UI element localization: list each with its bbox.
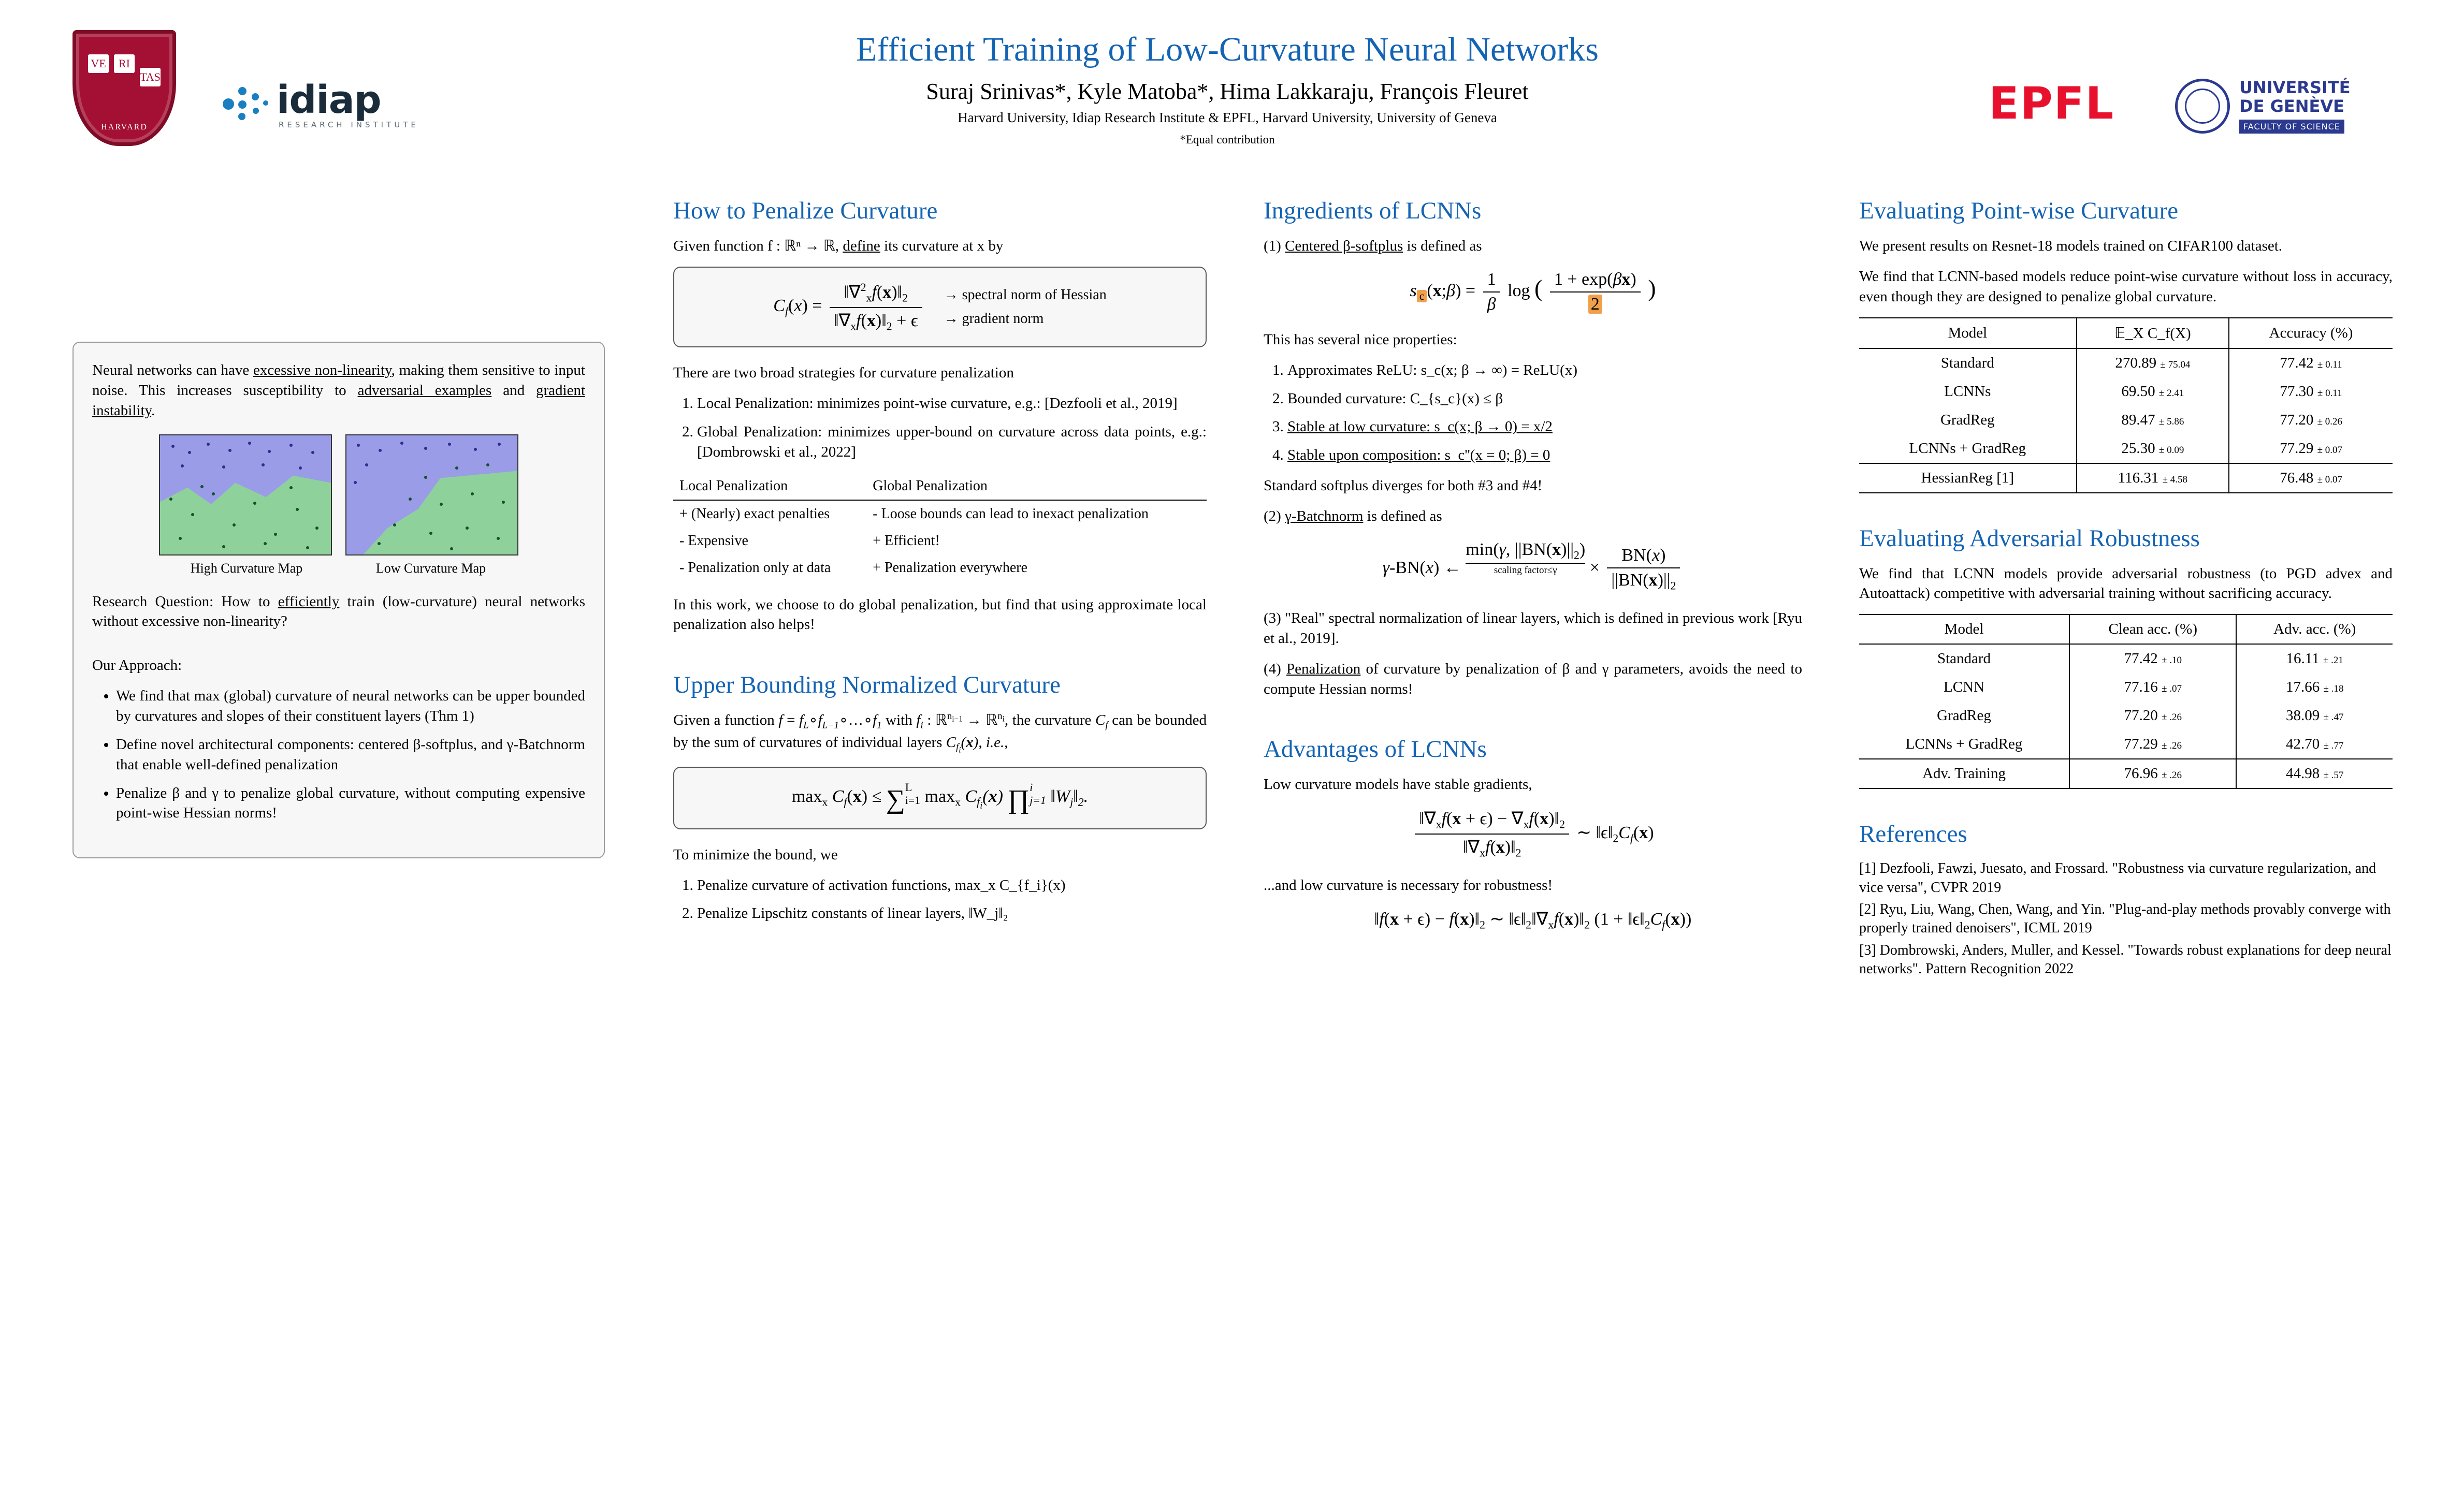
minimize-item: 1. Penalize curvature of activation functions, max_x C_{f_i}(x) bbox=[697, 875, 1207, 896]
scaling-factor-underbrace: min(γ, $||BN(x)||_2$) scaling factor≤γ bbox=[1466, 539, 1586, 576]
cell-model: Adv. Training bbox=[1859, 759, 2069, 788]
upper-bound-formula bbox=[673, 767, 1207, 829]
cell-model: Standard bbox=[1940, 354, 1994, 371]
centered-softplus-formula: s $_c$ (x;β) = $\frac{1}{\beta}$ log ( $\frac{1 + \exp(\beta x)}{2}$ ) bbox=[1410, 269, 1656, 314]
minimize-bound-list bbox=[673, 875, 1207, 924]
cell-model: LCNNs + GradReg bbox=[1905, 736, 2023, 753]
epfl-logo: EPFL bbox=[1989, 78, 2115, 129]
cell-clean-acc: 77.16 ± .07 bbox=[2069, 673, 2236, 701]
section-title-advantages: Advantages of LCNNs bbox=[1264, 736, 1487, 763]
references-list bbox=[1859, 859, 2393, 978]
ingredient-1-underline: Centered β-softplus bbox=[1285, 238, 1403, 254]
robustness-formula: ‖f(x + $\epsilon) - f(x)‖_2$ ∼ $‖\epsilon‖_2‖\nabla_xf(x)‖_2$ $(1 + ‖\epsilon‖_2C_f(x))$ bbox=[1374, 910, 1692, 931]
unige-logo bbox=[2175, 67, 2393, 145]
col-header-model: Model bbox=[1859, 318, 2077, 348]
unige-faculty-badge: FACULTY OF SCIENCE bbox=[2239, 120, 2344, 134]
intro-underline-3: gradient instability bbox=[92, 382, 586, 419]
section-title-pointwise-curvature: Evaluating Point-wise Curvature bbox=[1859, 197, 2179, 224]
cell-curvature: 25.30 ± 0.09 bbox=[2077, 434, 2229, 463]
reference-item: [2] Ryu, Liu, Wang, Chen, Wang, and Yin. "Plug-and-play methods provably converge with properly trained denoisers", ICML 2019 bbox=[1859, 901, 2391, 937]
strategy-item: 1. Local Penalization: minimizes point-wise curvature, e.g.: [Dezfooli et al., 2019] bbox=[697, 393, 1207, 414]
unige-line-2: DE GENÈVE bbox=[2239, 96, 2344, 116]
cell-clean-acc: 77.42 ± .10 bbox=[2069, 644, 2236, 673]
note-gradient-norm: → gradient norm bbox=[944, 310, 1044, 327]
cell-accuracy: 76.48 ± 0.07 bbox=[2229, 463, 2393, 493]
ingredient-4-underline: Penalization bbox=[1286, 660, 1361, 677]
property-item-underlined: Stable at low curvature: s_c(x; β → 0) = x/2 bbox=[1287, 418, 1553, 435]
ingredient-4-index: (4) bbox=[1264, 660, 1286, 677]
title-block bbox=[663, 31, 1792, 147]
table-row bbox=[1859, 759, 2393, 788]
cell-model: GradReg bbox=[1940, 411, 1995, 428]
ingredient-3: (3) "Real" spectral normalization of linear layers, which is defined in previous work [Ryu et al., 2019]. bbox=[1264, 609, 1802, 647]
cell-model: LCNNs bbox=[1944, 383, 1991, 400]
low-curvature-scatter bbox=[346, 435, 517, 554]
advantages-lead: Low curvature models have stable gradients, bbox=[1264, 776, 1532, 793]
caption-high-curvature: High Curvature Map bbox=[190, 560, 303, 576]
reference-item: [3] Dombrowski, Anders, Muller, and Kessel. "Towards robust explanations for deep neural networks". Pattern Recognition 2022 bbox=[1859, 942, 2391, 977]
table-row bbox=[673, 554, 1207, 581]
col-header-model: Model bbox=[1859, 615, 2069, 644]
global-penalization-closing: In this work, we choose to do global penalization, but find that using approximate local penalization also helps! bbox=[673, 596, 1207, 633]
section-title-references: References bbox=[1859, 821, 1967, 848]
local-vs-global-table bbox=[673, 473, 1207, 581]
cell-clean-acc: 76.96 ± .26 bbox=[2069, 759, 2236, 788]
approach-item: • Penalize β and γ to penalize global curvature, without computing expensive point-wise Hessian norms! bbox=[116, 783, 585, 824]
property-item bbox=[1287, 417, 1802, 437]
ingredient-4 bbox=[1264, 659, 1802, 699]
poster-header bbox=[0, 0, 2464, 176]
col-header-accuracy: Accuracy (%) bbox=[2229, 318, 2393, 348]
formula-upper-bound: $\max_x C_f(x) \le \sum L$ i=1 $\max_x C_{f_i}(x)$ ∏i j=1 $‖W_j‖_2$. bbox=[791, 781, 1089, 814]
robustness-p1: We find that LCNN models provide adversarial robustness (to PGD advex and Autoattack) competitive with adversarial training without sacrificing accuracy. bbox=[1859, 565, 2393, 602]
softplus-denominator-highlight: 2 bbox=[1588, 295, 1602, 314]
ingredient-4-text: of curvature by penalization of β and γ parameters, avoids the need to compute Hessian norms! bbox=[1264, 660, 1802, 697]
nice-properties-lead: This has several nice properties: bbox=[1264, 331, 1457, 348]
cell-adv-acc: 17.66 ± .18 bbox=[2236, 673, 2393, 701]
table-row bbox=[1859, 406, 2393, 434]
idiap-dots-icon bbox=[223, 85, 272, 121]
column-ingredients bbox=[1264, 197, 1802, 947]
table-row bbox=[1859, 348, 2393, 377]
intro-underline-2: adversarial examples bbox=[357, 382, 492, 399]
nice-properties-list bbox=[1264, 360, 1802, 465]
robustness-note: ...and low curvature is necessary for robustness! bbox=[1264, 876, 1553, 894]
stable-gradients-formula: $\frac{‖\nabla_xf(x + \epsilon) - \nabla_xf(x)‖_2}{‖\nabla_xf(x)‖_2}$ ∼ $‖\epsilon‖_2C_f(x)$ bbox=[1264, 808, 1802, 859]
cell-model: GradReg bbox=[1937, 707, 1991, 724]
high-curvature-scatter bbox=[160, 435, 331, 554]
cell-curvature: 69.50 ± 2.41 bbox=[2077, 377, 2229, 406]
unige-line-1: UNIVERSITÉ bbox=[2239, 78, 2351, 98]
harvard-logo bbox=[73, 30, 176, 149]
intro-panel bbox=[73, 342, 605, 858]
caption-low-curvature: Low Curvature Map bbox=[375, 560, 486, 576]
cell-local: - Penalization only at data bbox=[679, 559, 831, 576]
property-item-underlined: Stable upon composition: s_c''(x = 0; β) = 0 bbox=[1287, 447, 1550, 464]
harvard-wordmark: HARVARD bbox=[101, 123, 148, 131]
strategies-list bbox=[673, 393, 1207, 462]
cell-curvature: 116.31 ± 4.58 bbox=[2077, 463, 2229, 493]
harvard-shield-icon bbox=[73, 30, 176, 146]
idiap-wordmark: idiap bbox=[277, 78, 381, 122]
section-title-upper-bounding: Upper Bounding Normalized Curvature bbox=[673, 671, 1061, 699]
ingredient-2-underline: γ-Batchnorm bbox=[1285, 508, 1364, 525]
harvard-book-1: VE bbox=[88, 54, 109, 73]
col-header-clean-acc: Clean acc. (%) bbox=[2069, 615, 2236, 644]
curvature-figure-captions bbox=[92, 561, 585, 576]
cell-clean-acc: 77.20 ± .26 bbox=[2069, 701, 2236, 730]
ingredient-1-index: (1) bbox=[1264, 238, 1285, 254]
intro-text-b: , making them sensitive to input noise. This increases susceptibility to bbox=[92, 362, 585, 399]
table-row bbox=[673, 500, 1207, 528]
cell-model: LCNN bbox=[1944, 679, 1984, 696]
cell-adv-acc: 42.70 ± .77 bbox=[2236, 730, 2393, 759]
cell-model: HessianReg [1] bbox=[1859, 463, 2077, 493]
property-item: 1. Approximates ReLU: s_c(x; β → ∞) = ReLU(x) bbox=[1287, 360, 1802, 381]
research-question-b: train (low-curvature) neural networks without excessive non-linearity? bbox=[92, 593, 585, 630]
author-list: Suraj Srinivas*, Kyle Matoba*, Hima Lakkaraju, François Fleuret bbox=[926, 78, 1529, 104]
column-results bbox=[1859, 197, 2393, 982]
ingredient-2-index: (2) bbox=[1264, 508, 1285, 525]
table-row bbox=[1859, 730, 2393, 759]
table-row bbox=[1859, 434, 2393, 463]
col-header-local: Local Penalization bbox=[673, 473, 866, 500]
table-row bbox=[1859, 463, 2393, 493]
cell-adv-acc: 38.09 ± .47 bbox=[2236, 701, 2393, 730]
section-title-how-to-penalize: How to Penalize Curvature bbox=[673, 197, 938, 224]
adversarial-robustness-table bbox=[1859, 614, 2393, 789]
cell-clean-acc: 77.29 ± .26 bbox=[2069, 730, 2236, 759]
column-how-to-penalize bbox=[673, 197, 1207, 934]
cell-global: + Penalization everywhere bbox=[873, 559, 1028, 576]
table-row bbox=[1859, 701, 2393, 730]
approach-item: • Define novel architectural components: centered β-softplus, and γ-Batchnorm that enable well-defined penalization bbox=[116, 735, 585, 775]
research-question bbox=[92, 592, 585, 632]
cell-accuracy: 77.29 ± 0.07 bbox=[2229, 434, 2393, 463]
idiap-logo bbox=[223, 78, 440, 140]
high-curvature-map-image bbox=[159, 434, 332, 556]
equal-contribution-note: *Equal contribution bbox=[1180, 133, 1275, 146]
approach-list bbox=[92, 686, 585, 823]
section-title-ingredients: Ingredients of LCNNs bbox=[1264, 197, 1482, 224]
pointwise-curvature-table bbox=[1859, 317, 2393, 493]
table-row bbox=[673, 528, 1207, 554]
pointwise-p2: We find that LCNN-based models reduce point-wise curvature without loss in accuracy, even though they are designed to penalize global curvature. bbox=[1859, 268, 2393, 305]
harvard-book-3: TAS bbox=[140, 68, 161, 86]
cell-global: + Efficient! bbox=[873, 532, 940, 549]
ingredient-1-text: is defined as bbox=[1403, 238, 1482, 254]
minimize-item: 2. Penalize Lipschitz constants of linear layers, ‖W_j‖₂ bbox=[697, 903, 1207, 924]
property-item: 2. Bounded curvature: C_{s_c}(x) ≤ β bbox=[1287, 389, 1802, 409]
col-header-adv-acc: Adv. acc. (%) bbox=[2236, 615, 2393, 644]
cell-curvature: 89.47 ± 5.86 bbox=[2077, 406, 2229, 434]
idiap-subtitle: RESEARCH INSTITUTE bbox=[279, 120, 419, 129]
cell-model: Standard bbox=[1937, 650, 1991, 667]
intro-underline-1: excessive non-linearity bbox=[253, 362, 392, 378]
intro-text-d: . bbox=[151, 402, 155, 419]
cell-adv-acc: 16.11 ± .21 bbox=[2236, 644, 2393, 673]
strategies-lead: There are two broad strategies for curvature penalization bbox=[673, 364, 1014, 382]
col-header-global: Global Penalization bbox=[866, 473, 1207, 500]
note-spectral-norm: → spectral norm of Hessian bbox=[944, 286, 1107, 303]
lead-underline: define bbox=[843, 238, 880, 254]
cell-global: - Loose bounds can lead to inexact penalization bbox=[873, 505, 1149, 522]
curvature-definition-formula bbox=[673, 267, 1207, 347]
affiliation-list: Harvard University, Idiap Research Institute & EPFL, Harvard University, University of Geneva bbox=[958, 109, 1497, 125]
table-row bbox=[1859, 673, 2393, 701]
table-row bbox=[1859, 377, 2393, 406]
table-row bbox=[1859, 644, 2393, 673]
underbrace-label: scaling factor≤γ bbox=[1494, 565, 1557, 576]
property-item bbox=[1287, 445, 1802, 465]
section-title-adversarial-robustness: Evaluating Adversarial Robustness bbox=[1859, 524, 2200, 552]
research-question-a: Research Question: How to bbox=[92, 593, 278, 610]
ingredient-2-lead bbox=[1264, 506, 1802, 527]
unige-seal-icon bbox=[2175, 79, 2230, 134]
harvard-book-2: RI bbox=[114, 54, 135, 73]
curvature-figures bbox=[92, 434, 585, 556]
upper-bound-lead: Given a function $f = f_L\circ f_{L-1}\circ\dots\circ f_1$ with $f_i$ : ℝ$^{n_{i-1}}$ → ℝ$^{n_i}$, the curvature $C_f$ can be bounded by the sum of curvatures of individual layers $C_{f_i}(x)$, i.e., bbox=[673, 711, 1207, 755]
curvature-definition-lead bbox=[673, 236, 1207, 256]
cell-local: + (Nearly) exact penalties bbox=[679, 505, 830, 522]
page-title: Efficient Training of Low-Curvature Neural Networks bbox=[856, 31, 1599, 68]
harvard-books bbox=[76, 54, 172, 86]
cell-accuracy: 77.42 ± 0.11 bbox=[2229, 348, 2393, 377]
approach-item: • We find that max (global) curvature of neural networks can be upper bounded by curvatures and slopes of their constituent layers (Thm 1) bbox=[116, 686, 585, 726]
col-header-expected-curvature: 𝔼_X C_f(X) bbox=[2077, 318, 2229, 348]
unige-wordmark bbox=[2239, 79, 2351, 133]
intro-text-a: Neural networks can have bbox=[92, 362, 253, 378]
ingredient-2-text: is defined as bbox=[1363, 508, 1442, 525]
research-question-underline: efficiently bbox=[278, 593, 340, 610]
lead-a: Given function f : ℝⁿ → ℝ, bbox=[673, 238, 843, 254]
cell-accuracy: 77.30 ± 0.11 bbox=[2229, 377, 2393, 406]
softplus-divergence-note: Standard softplus diverges for both #3 and #4! bbox=[1264, 477, 1543, 494]
formula-curvature: $C_f(x)$ = $\frac{‖\nabla^2_xf(x)‖_2}{‖\nabla_xf(x)‖_2 + \epsilon}$ bbox=[773, 281, 925, 333]
pointwise-p1: We present results on Resnet-18 models trained on CIFAR100 dataset. bbox=[1859, 238, 2283, 254]
minimize-bound-lead: To minimize the bound, we bbox=[673, 846, 838, 863]
intro-paragraph bbox=[92, 360, 585, 421]
ingredient-1-lead bbox=[1264, 236, 1802, 256]
strategy-item: 2. Global Penalization: minimizes upper-bound on curvature across data points, e.g.: [Dombrowski et al., 2022] bbox=[697, 422, 1207, 462]
cell-local: - Expensive bbox=[679, 532, 748, 549]
cell-curvature: 270.89 ± 75.04 bbox=[2077, 348, 2229, 377]
reference-item: [1] Dezfooli, Fawzi, Juesato, and Frossard. "Robustness via curvature regularization, and vice versa", CVPR 2019 bbox=[1859, 860, 2376, 896]
cell-accuracy: 77.20 ± 0.26 bbox=[2229, 406, 2393, 434]
cell-model: LCNNs + GradReg bbox=[1909, 440, 2026, 457]
gamma-batchnorm-formula: γ-BN(x) ← min(γ, $||BN(x)||_2$) scaling factor≤γ × $\frac{BN(x)}{||BN(x)||_2}$ bbox=[1264, 540, 1802, 593]
intro-text-c: and bbox=[491, 382, 537, 399]
approach-heading: Our Approach: bbox=[92, 657, 182, 674]
low-curvature-map-image bbox=[345, 434, 518, 556]
cell-adv-acc: 44.98 ± .57 bbox=[2236, 759, 2393, 788]
lead-b: its curvature at x by bbox=[880, 238, 1004, 254]
softplus-subscript-highlight: c bbox=[1417, 290, 1427, 302]
